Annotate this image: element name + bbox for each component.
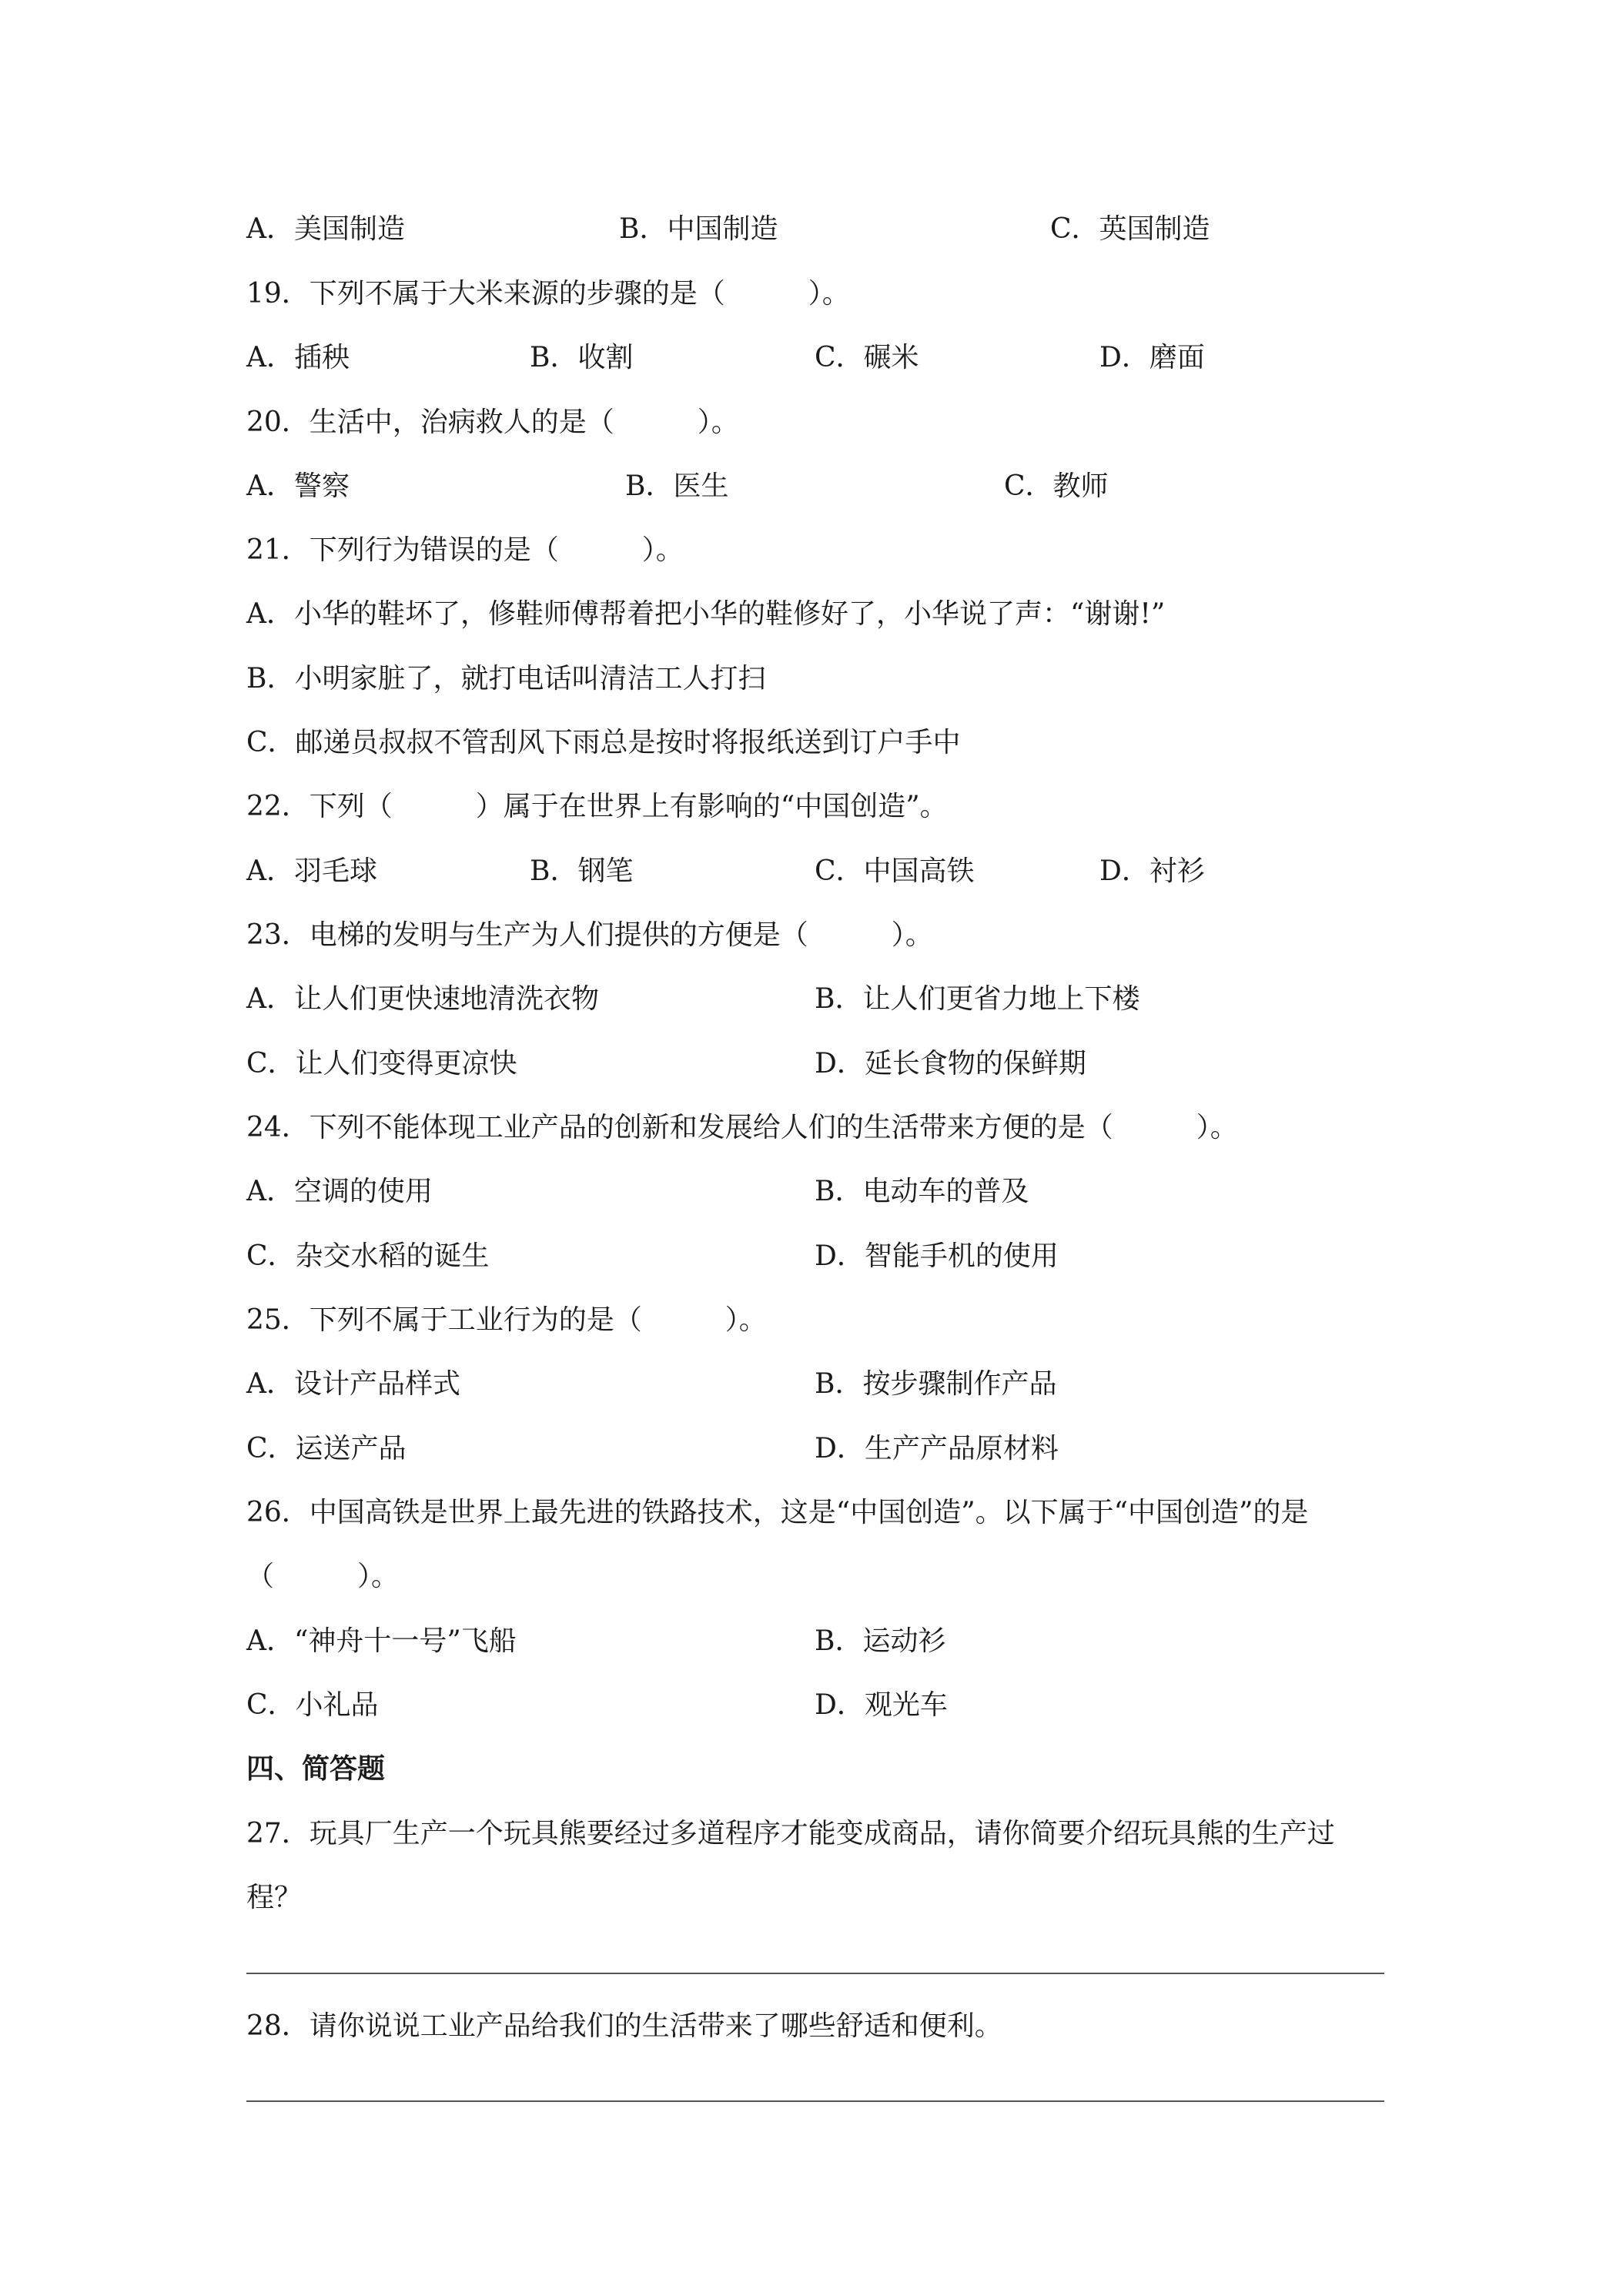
- q25-stem: 25．下列不属于工业行为的是（ ）。: [246, 1304, 767, 1336]
- q20-option-a: A．警察: [246, 470, 350, 502]
- q26-stem-line2: （ ）。: [246, 1561, 400, 1592]
- q25-option-a: A．设计产品样式: [246, 1368, 460, 1400]
- q23-stem: 23．电梯的发明与生产为人们提供的方便是（ ）。: [246, 919, 933, 951]
- q25-option-d: D．生产产品原材料: [815, 1433, 1059, 1464]
- q18-option-a: A．美国制造: [246, 213, 405, 245]
- q22-option-b: B．钢笔: [530, 855, 634, 887]
- q26-option-d: D．观光车: [815, 1689, 948, 1721]
- q22-option-d: D．衬衫: [1099, 855, 1205, 887]
- q21-option-c: C．邮递员叔叔不管刮风下雨总是按时将报纸送到订户手中: [246, 727, 961, 758]
- q24-option-d: D．智能手机的使用: [815, 1240, 1059, 1272]
- q20-option-c: C．教师: [1004, 470, 1109, 502]
- q27-answer-line[interactable]: [246, 1973, 1384, 1974]
- section-heading-short-answer: 四、简答题: [246, 1753, 386, 1785]
- q24-stem: 24．下列不能体现工业产品的创新和发展给人们的生活带来方便的是（ ）。: [246, 1112, 1238, 1143]
- q18-option-c: C．英国制造: [1050, 213, 1210, 245]
- q25-option-b: B．按步骤制作产品: [815, 1368, 1057, 1400]
- q22-option-a: A．羽毛球: [246, 855, 377, 887]
- q23-option-d: D．延长食物的保鲜期: [815, 1048, 1086, 1079]
- q24-option-a: A．空调的使用: [246, 1176, 433, 1207]
- q22-stem: 22．下列（ ）属于在世界上有影响的“中国创造”。: [246, 791, 948, 822]
- q24-option-c: C．杂交水稻的诞生: [246, 1240, 490, 1272]
- q28-answer-line[interactable]: [246, 2100, 1384, 2102]
- q26-stem-line1: 26．中国高铁是世界上最先进的铁路技术，这是“中国创造”。以下属于“中国创造”的是: [246, 1497, 1309, 1528]
- q26-option-a: A．“神舟十一号”飞船: [246, 1625, 517, 1657]
- q21-stem: 21．下列行为错误的是（ ）。: [246, 534, 684, 566]
- q24-option-b: B．电动车的普及: [815, 1176, 1029, 1207]
- q21-option-b: B．小明家脏了，就打电话叫清洁工人打扫: [246, 663, 766, 694]
- q21-option-a: A．小华的鞋坏了，修鞋师傅帮着把小华的鞋修好了，小华说了声：“谢谢!”: [246, 598, 1166, 630]
- q23-option-a: A．让人们更快速地清洗衣物: [246, 983, 599, 1015]
- q19-option-d: D．磨面: [1099, 342, 1205, 373]
- q26-option-b: B．运动衫: [815, 1625, 946, 1657]
- q18-option-b: B．中国制造: [619, 213, 778, 245]
- q20-option-b: B．医生: [625, 470, 729, 502]
- q22-option-c: C．中国高铁: [815, 855, 975, 887]
- q19-option-c: C．碾米: [815, 342, 919, 373]
- q20-stem: 20．生活中，治病救人的是（ ）。: [246, 407, 739, 438]
- q27-stem-line1: 27．玩具厂生产一个玩具熊要经过多道程序才能变成商品，请你简要介绍玩具熊的生产过: [246, 1818, 1335, 1849]
- q23-option-c: C．让人们变得更凉快: [246, 1048, 517, 1079]
- q27-stem-line2: 程？: [246, 1882, 303, 1913]
- q23-option-b: B．让人们更省力地上下楼: [815, 983, 1140, 1015]
- q19-option-a: A．插秧: [246, 342, 350, 373]
- q25-option-c: C．运送产品: [246, 1433, 407, 1464]
- q19-option-b: B．收割: [530, 342, 634, 373]
- q26-option-c: C．小礼品: [246, 1689, 379, 1721]
- q28-stem: 28．请你说说工业产品给我们的生活带来了哪些舒适和便利。: [246, 2010, 1002, 2042]
- q19-stem: 19．下列不属于大米来源的步骤的是（ ）。: [246, 278, 850, 310]
